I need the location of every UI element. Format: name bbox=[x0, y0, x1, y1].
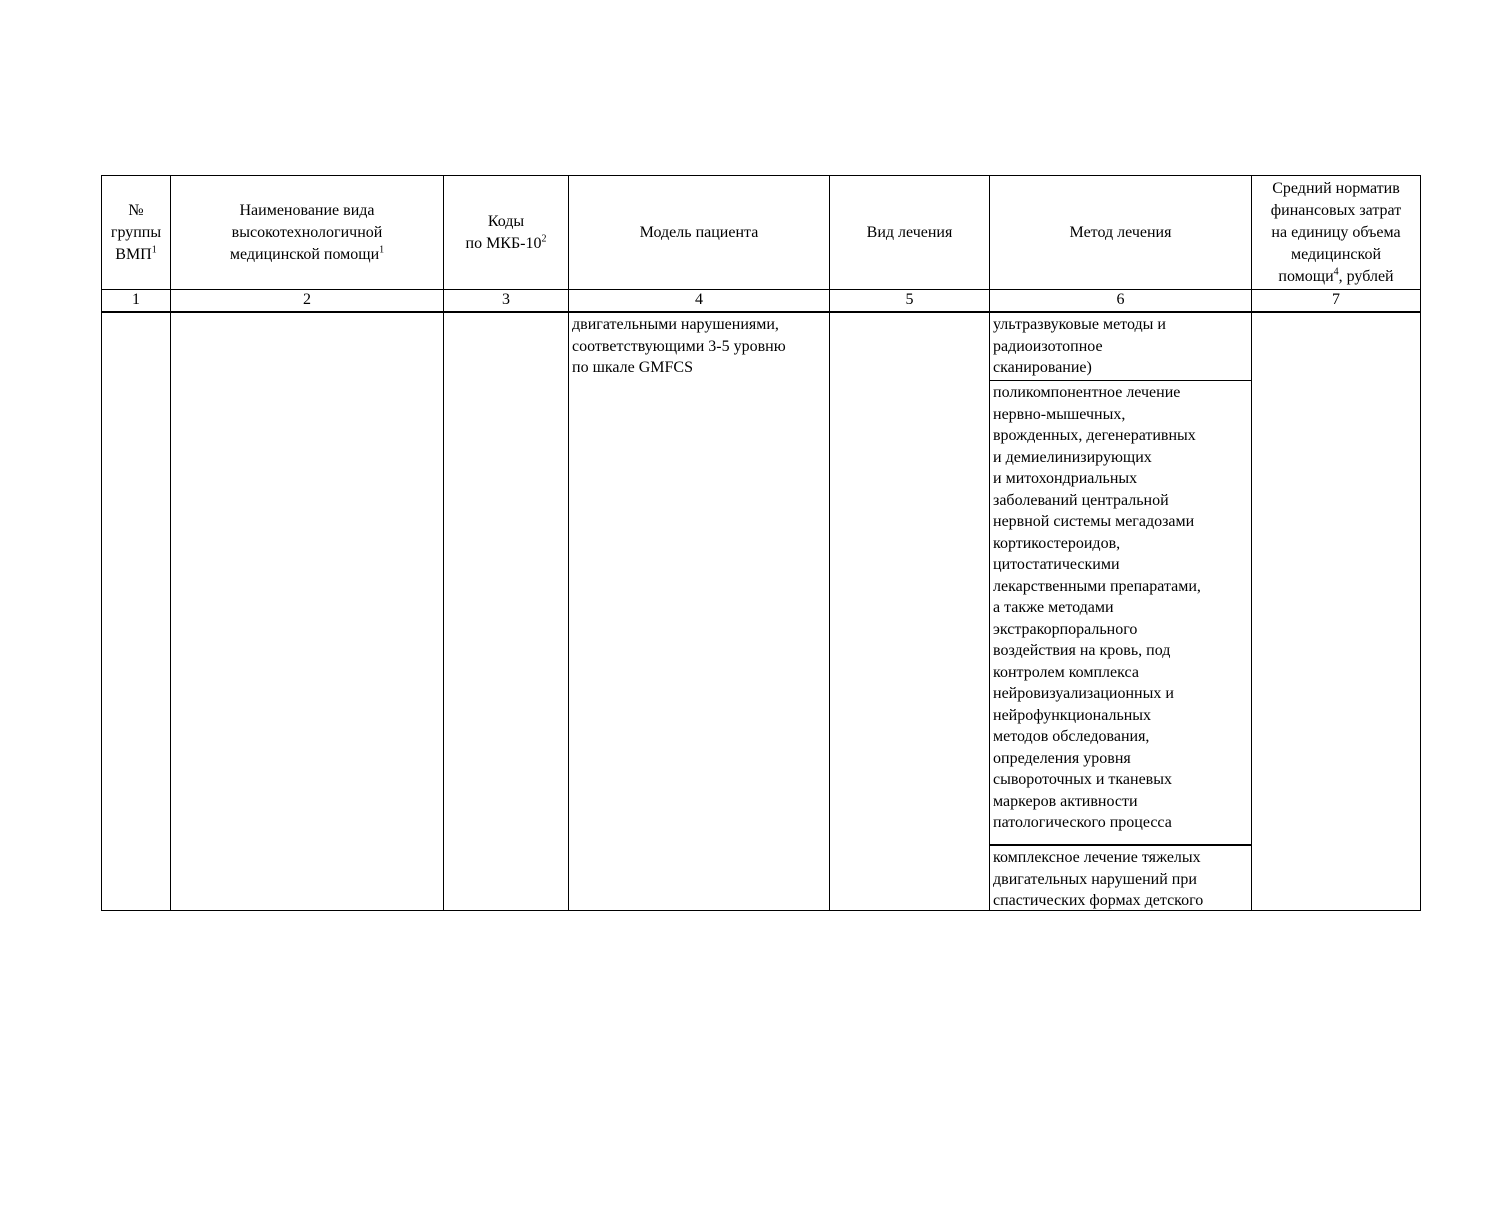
header-group-number bbox=[101, 175, 171, 290]
footnote-ref: 1 bbox=[151, 244, 157, 256]
cell-icd-codes bbox=[443, 312, 569, 911]
cell-care-type bbox=[170, 312, 444, 911]
cell-treatment-type bbox=[829, 312, 990, 911]
footnote-ref: 2 bbox=[541, 233, 547, 245]
footnote-ref: 1 bbox=[379, 244, 385, 256]
header-text: № группы ВМП bbox=[110, 201, 162, 263]
cell-method-3: комплексное лечение тяжелых двигательных нарушений при спастических формах детского bbox=[989, 845, 1252, 911]
column-number: 2 bbox=[170, 289, 444, 313]
header-cost-standard bbox=[1251, 175, 1421, 290]
column-number: 1 bbox=[101, 289, 171, 313]
cell-patient-model: двигательными нарушениями, соответствующими 3-5 уровню по шкале GMFCS bbox=[568, 312, 830, 911]
column-number: 3 bbox=[443, 289, 569, 313]
header-text: Метод лечения bbox=[1069, 223, 1172, 241]
column-number: 7 bbox=[1251, 289, 1421, 313]
header-icd-codes bbox=[443, 175, 569, 290]
cell-method-1: ультразвуковые методы и радиоизотопное сканирование) bbox=[989, 312, 1252, 381]
footnote-ref: 4 bbox=[1333, 266, 1339, 278]
cell-method-2: поликомпонентное лечение нервно-мышечных, врожденных, дегенеративных и демиелинизирующих и митохондриальных заболеваний центральной нервной системы мегадозами кортикостероидов, цитостатическими лекарственными препаратами, а также методами экстракорпорального воздействия на кровь, под контролем комплекса нейровизуализационных и нейрофункциональных методов обследования, определения уровня сывороточных и тканевых маркеров активности патологического процесса bbox=[989, 380, 1252, 846]
column-number: 6 bbox=[989, 289, 1252, 313]
header-care-type bbox=[170, 175, 444, 290]
header-text: , рублей bbox=[1338, 267, 1394, 285]
column-number: 4 bbox=[568, 289, 830, 313]
header-text: Коды по МКБ-10 bbox=[465, 212, 542, 252]
header-treatment-method bbox=[989, 175, 1252, 290]
header-text: Модель пациента bbox=[639, 223, 759, 241]
header-text: Вид лечения bbox=[866, 223, 953, 241]
cell-group-number bbox=[101, 312, 171, 911]
header-text: Наименование вида высокотехнологичной медицинской помощи bbox=[229, 201, 383, 263]
column-number: 5 bbox=[829, 289, 990, 313]
header-patient-model bbox=[568, 175, 830, 290]
cell-cost-standard bbox=[1251, 312, 1421, 911]
header-treatment-type bbox=[829, 175, 990, 290]
header-text: Средний норматив финансовых затрат на единицу объема медицинской помощи bbox=[1270, 179, 1402, 285]
